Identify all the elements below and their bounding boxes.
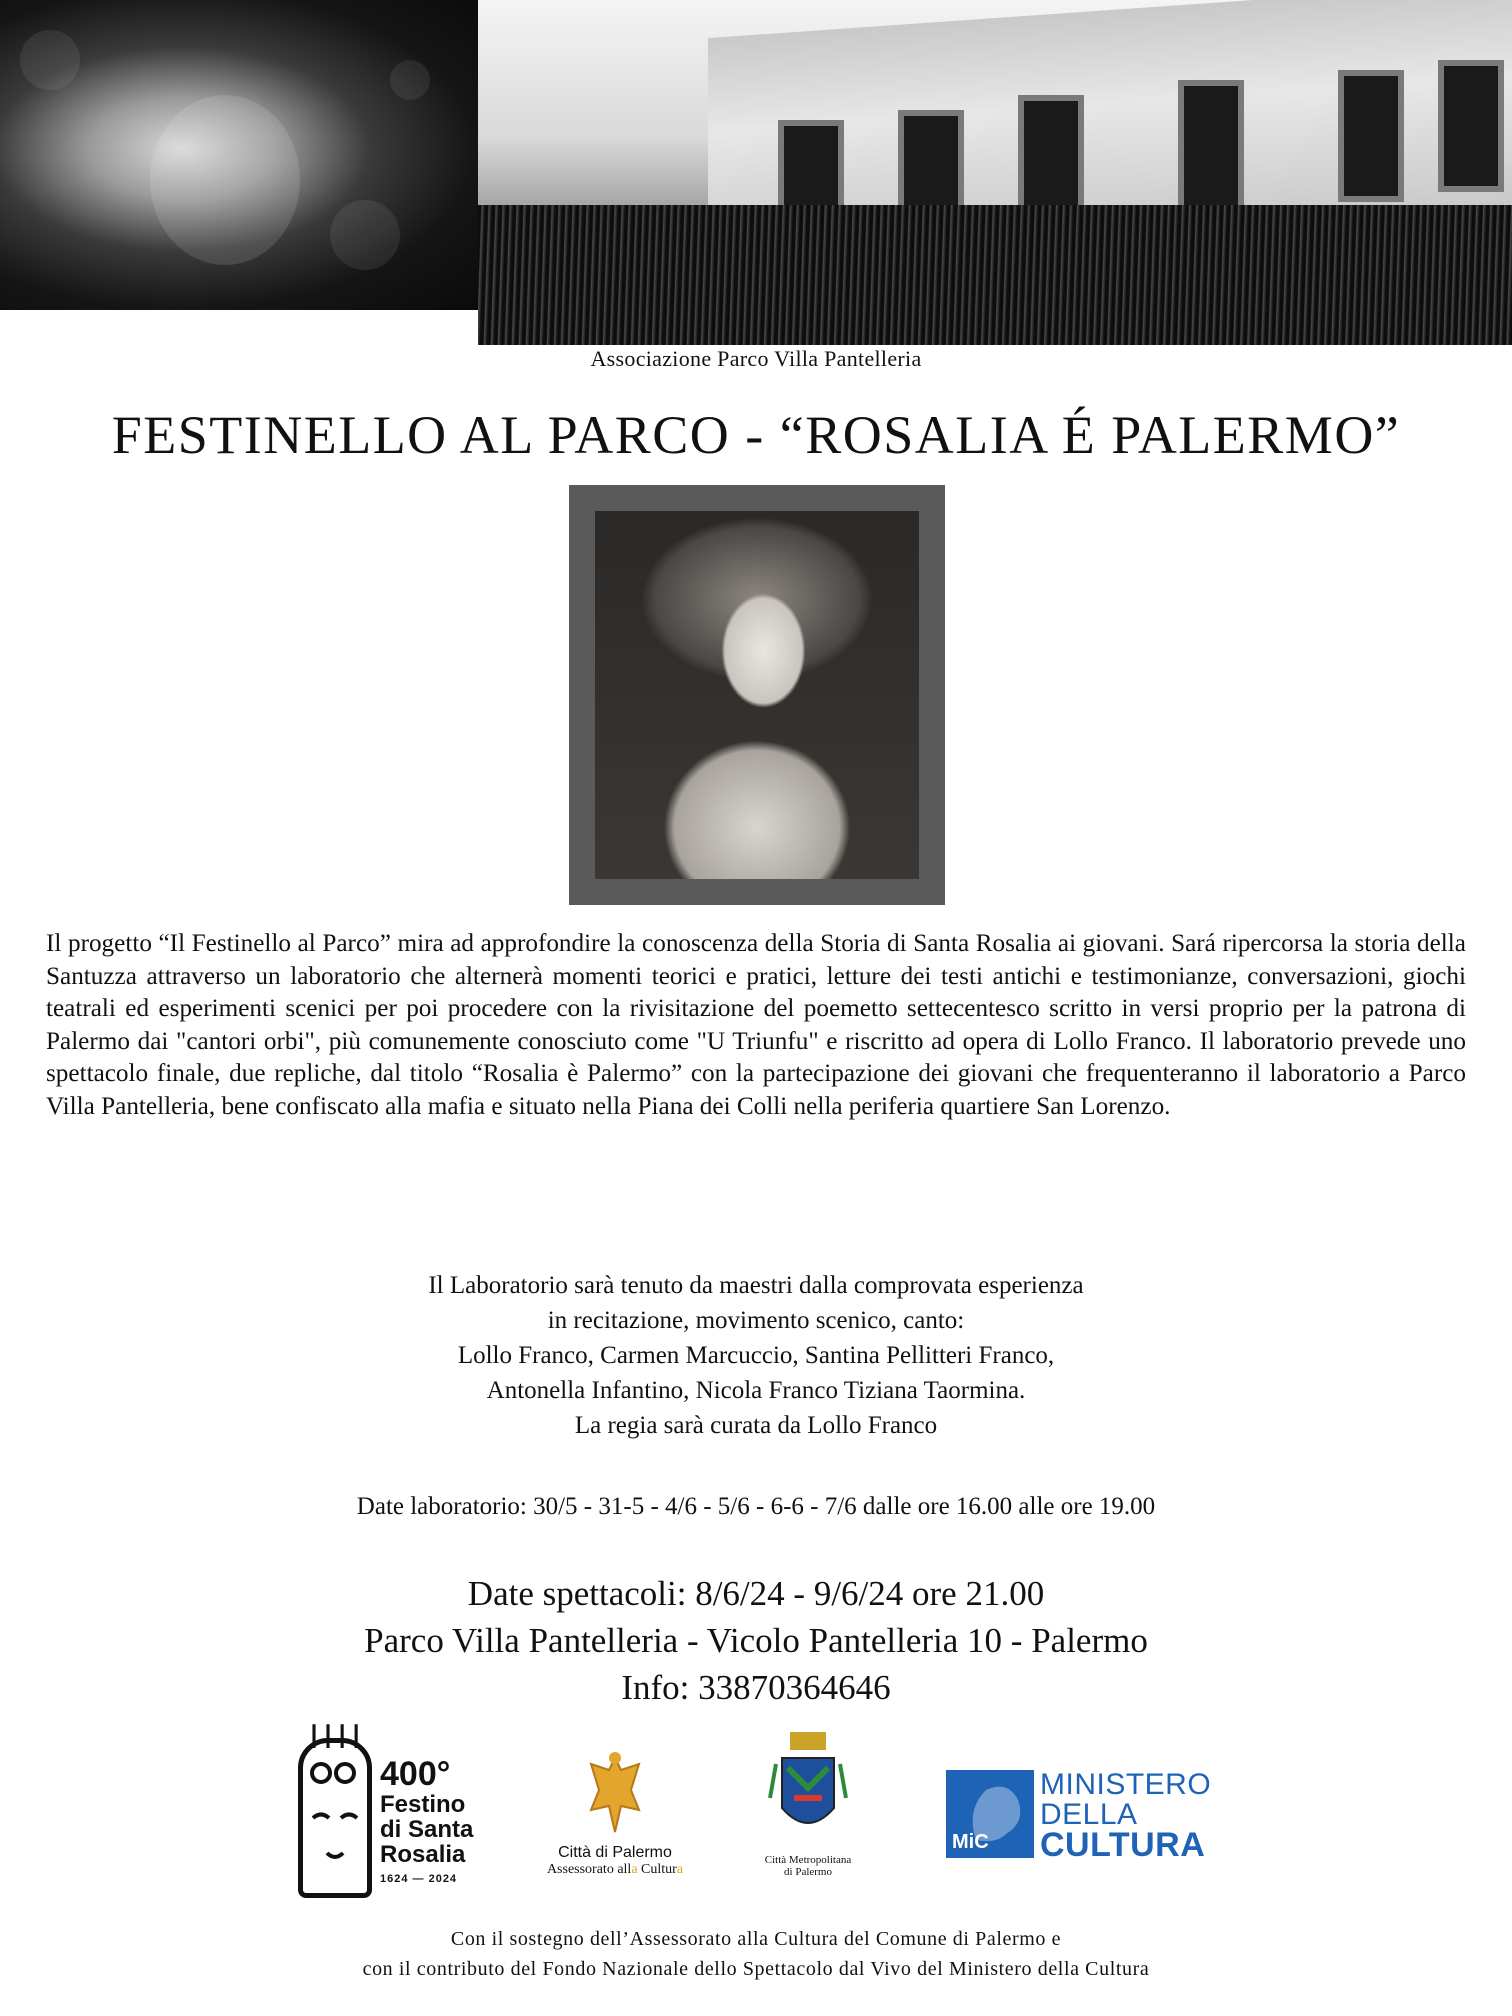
citta-metropolitana-logo (748, 1728, 868, 1908)
ministero-cultura-logo (946, 1770, 1216, 1862)
metro-name-line: Città Metropolitana (764, 1854, 852, 1866)
intro-paragraph: Il progetto “Il Festinello al Parco” mira ad approfondire la conoscenza della Storia di Santa Rosalia ai giovani. Sará ripercorsa la storia della Santuzza attraverso un laboratorio che alternerà momenti teorici e pratici, letture dei testi antichi e testimonianze, conversazioni, giochi teatrali ed esperimenti scenici per poi procedere con la rivisitazione del poemetto settecentesco scritto in versi proprio per la patrona di Palermo dai "cantori orbi", più comunemente conosciuto come "U Triunfu" e riscritto ad opera di Lollo Franco. Il laboratorio prevede uno spettacolo finale, due repliche, dal titolo “Rosalia è Palermo” con la partecipazione dei giovani che frequenteranno il laboratorio a Parco Villa Pantelleria, bene confiscato alla mafia e situato nella Piana dei Colli nella periferia quartiere San Lorenzo. (46, 930, 1466, 1120)
show-dates: Date spettacoli: 8/6/24 - 9/6/24 ore 21.00 (467, 1574, 1045, 1613)
santa-rosalia-statue-image (595, 511, 919, 879)
show-info (0, 1570, 1512, 1711)
palermo-subtitle: Assessorato alla Cultura (546, 1862, 684, 1877)
association-name: Associazione Parco Villa Pantelleria (590, 346, 922, 371)
festino-line: Festino (380, 1791, 466, 1818)
mic-badge: MiC (946, 1770, 1034, 1858)
mic-line: CULTURA (1040, 1826, 1206, 1864)
teachers-block (0, 1268, 1512, 1443)
teachers-line: La regia sarà curata da Lollo Franco (574, 1412, 938, 1439)
coat-of-arms-icon (768, 1728, 848, 1854)
support-credits (0, 1924, 1512, 1984)
citta-di-palermo-logo (540, 1750, 690, 1900)
festino-rays-icon: ┃┃┃┃ (308, 1726, 365, 1748)
teachers-line: Il Laboratorio sarà tenuto da maestri dalla comprovata esperienza (428, 1272, 1084, 1299)
portrait-photo (0, 0, 478, 310)
eagle-crest-icon (585, 1750, 645, 1838)
info-phone: Info: 33870364646 (621, 1668, 891, 1707)
lab-dates: Date laboratorio: 30/5 - 31-5 - 4/6 - 5/6 - 6-6 - 7/6 dalle ore 16.00 alle ore 19.00 (356, 1493, 1156, 1520)
teachers-line: Antonella Infantino, Nicola Franco Tiziana Taormina. (486, 1377, 1026, 1404)
villa-photo (478, 0, 1512, 345)
festino-line: di Santa (380, 1816, 474, 1843)
festino-line: Rosalia (380, 1841, 466, 1868)
festino-number: 400° (380, 1755, 451, 1793)
support-line: Con il sostegno dell’Assessorato alla Cultura del Comune di Palermo e (450, 1928, 1062, 1950)
teachers-line: Lollo Franco, Carmen Marcuccio, Santina Pellitteri Franco, (457, 1342, 1055, 1369)
support-line: con il contributo del Fondo Nazionale dello Spettacolo dal Vivo del Ministero della Cultura (362, 1958, 1150, 1980)
festino-logo (298, 1726, 484, 1898)
mic-line: DELLA (1040, 1798, 1138, 1831)
page-title: FESTINELLO AL PARCO - “ROSALIA É PALERMO” (111, 405, 1401, 465)
statue-image-frame (569, 485, 945, 905)
festino-face-icon (298, 1738, 372, 1898)
mic-line: MINISTERO (1040, 1768, 1212, 1801)
show-venue: Parco Villa Pantelleria - Vicolo Pantelleria 10 - Palermo (364, 1621, 1148, 1660)
palermo-name: Città di Palermo (558, 1844, 672, 1861)
header-photos (0, 0, 1512, 345)
festino-years: 1624 — 2024 (380, 1873, 458, 1885)
metro-name-line: di Palermo (784, 1866, 832, 1878)
teachers-line: in recitazione, movimento scenico, canto: (547, 1307, 965, 1334)
sponsor-logos (0, 1726, 1512, 1908)
